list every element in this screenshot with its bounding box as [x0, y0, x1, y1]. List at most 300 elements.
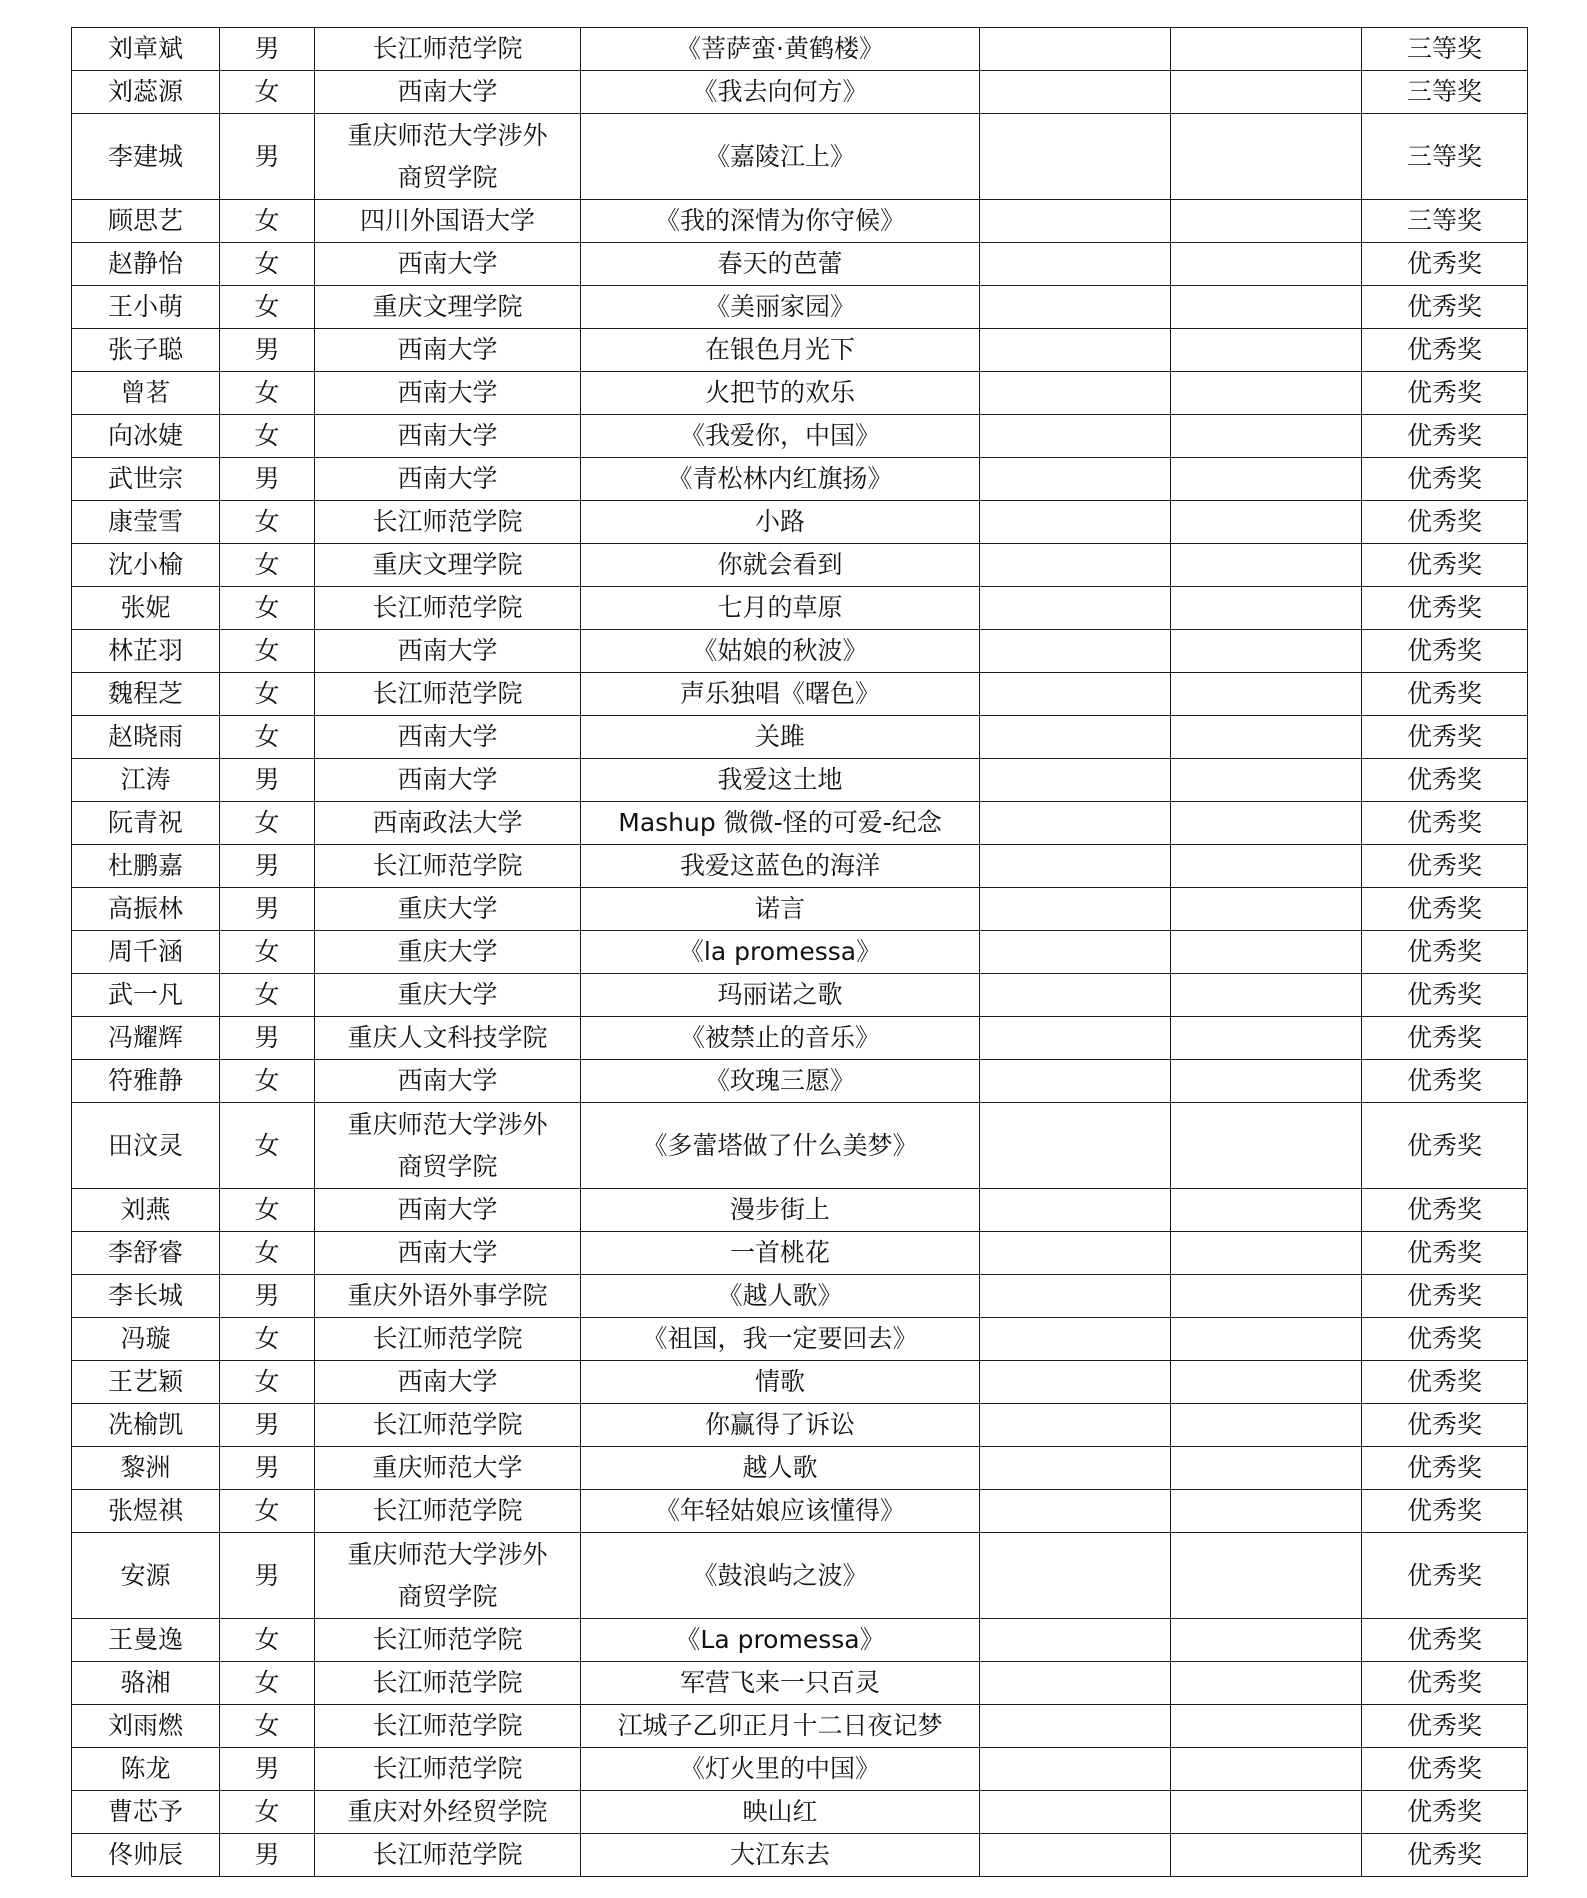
blank-cell-6: [1171, 1791, 1362, 1834]
table-row: [72, 372, 1528, 415]
gender-cell: 男: [220, 114, 315, 200]
blank-cell-5: [980, 1103, 1171, 1189]
blank-cell-5: [980, 1748, 1171, 1791]
table-row: [72, 1834, 1528, 1877]
award-cell: 优秀奖: [1362, 1404, 1528, 1447]
piece-cell: 大江东去: [581, 1834, 980, 1877]
school-cell: 长江师范学院: [315, 1490, 581, 1533]
piece-cell: 春天的芭蕾: [581, 243, 980, 286]
blank-cell-6: [1171, 71, 1362, 114]
blank-cell-5: [980, 1705, 1171, 1748]
blank-cell-5: [980, 1318, 1171, 1361]
blank-cell-6: [1171, 286, 1362, 329]
piece-cell: 《多蕾塔做了什么美梦》: [581, 1103, 980, 1189]
table-row: [72, 845, 1528, 888]
award-cell: 优秀奖: [1362, 1017, 1528, 1060]
school-cell: 长江师范学院: [315, 1748, 581, 1791]
table-row: [72, 1060, 1528, 1103]
piece-cell: 江城子乙卯正月十二日夜记梦: [581, 1705, 980, 1748]
gender-cell: 女: [220, 1490, 315, 1533]
gender-cell: 男: [220, 1404, 315, 1447]
piece-cell: 火把节的欢乐: [581, 372, 980, 415]
piece-cell: 军营飞来一只百灵: [581, 1662, 980, 1705]
school-cell: 西南政法大学: [315, 802, 581, 845]
award-cell: 优秀奖: [1362, 888, 1528, 931]
name-cell: 刘蕊源: [72, 71, 220, 114]
award-cell: 优秀奖: [1362, 845, 1528, 888]
name-cell: 林芷羽: [72, 630, 220, 673]
award-cell: 优秀奖: [1362, 1447, 1528, 1490]
piece-cell: 《年轻姑娘应该懂得》: [581, 1490, 980, 1533]
blank-cell-5: [980, 1361, 1171, 1404]
piece-cell: 《美丽家园》: [581, 286, 980, 329]
name-cell: 张妮: [72, 587, 220, 630]
piece-cell: 《祖国，我一定要回去》: [581, 1318, 980, 1361]
blank-cell-5: [980, 759, 1171, 802]
piece-cell: 诺言: [581, 888, 980, 931]
gender-cell: 女: [220, 372, 315, 415]
piece-cell: 你就会看到: [581, 544, 980, 587]
gender-cell: 女: [220, 501, 315, 544]
blank-cell-5: [980, 501, 1171, 544]
award-cell: 优秀奖: [1362, 802, 1528, 845]
name-cell: 张煜祺: [72, 1490, 220, 1533]
piece-cell: 《灯火里的中国》: [581, 1748, 980, 1791]
name-cell: 安源: [72, 1533, 220, 1619]
gender-cell: 男: [220, 888, 315, 931]
award-cell: 优秀奖: [1362, 1103, 1528, 1189]
gender-cell: 女: [220, 1361, 315, 1404]
piece-cell: 我爱这蓝色的海洋: [581, 845, 980, 888]
blank-cell-6: [1171, 1447, 1362, 1490]
gender-cell: 女: [220, 1232, 315, 1275]
blank-cell-6: [1171, 931, 1362, 974]
blank-cell-5: [980, 28, 1171, 71]
gender-cell: 女: [220, 544, 315, 587]
school-cell: 长江师范学院: [315, 28, 581, 71]
table-row: [72, 1404, 1528, 1447]
name-cell: 冯耀辉: [72, 1017, 220, 1060]
award-cell: 优秀奖: [1362, 1275, 1528, 1318]
blank-cell-6: [1171, 630, 1362, 673]
gender-cell: 女: [220, 802, 315, 845]
school-cell: 重庆师范大学涉外商贸学院: [315, 114, 581, 200]
school-cell: 西南大学: [315, 415, 581, 458]
table-row: [72, 1275, 1528, 1318]
school-cell: 长江师范学院: [315, 1834, 581, 1877]
table-row: [72, 544, 1528, 587]
table-row: [72, 1361, 1528, 1404]
award-cell: 优秀奖: [1362, 974, 1528, 1017]
school-cell: 重庆文理学院: [315, 544, 581, 587]
school-cell: 重庆外语外事学院: [315, 1275, 581, 1318]
piece-cell: 越人歌: [581, 1447, 980, 1490]
school-cell: 西南大学: [315, 372, 581, 415]
gender-cell: 男: [220, 845, 315, 888]
blank-cell-5: [980, 716, 1171, 759]
piece-cell: 《菩萨蛮·黄鹤楼》: [581, 28, 980, 71]
gender-cell: 男: [220, 458, 315, 501]
gender-cell: 女: [220, 1103, 315, 1189]
piece-cell: 《鼓浪屿之波》: [581, 1533, 980, 1619]
table-row: [72, 114, 1528, 200]
name-cell: 顾思艺: [72, 200, 220, 243]
blank-cell-6: [1171, 415, 1362, 458]
gender-cell: 女: [220, 1318, 315, 1361]
award-cell: 优秀奖: [1362, 931, 1528, 974]
table-row: [72, 1103, 1528, 1189]
school-cell: 重庆师范大学涉外商贸学院: [315, 1103, 581, 1189]
blank-cell-6: [1171, 1662, 1362, 1705]
name-cell: 曾茗: [72, 372, 220, 415]
piece-cell: 你赢得了诉讼: [581, 1404, 980, 1447]
piece-cell: 《我的深情为你守候》: [581, 200, 980, 243]
gender-cell: 女: [220, 716, 315, 759]
school-cell: 西南大学: [315, 329, 581, 372]
award-cell: 优秀奖: [1362, 1791, 1528, 1834]
blank-cell-5: [980, 673, 1171, 716]
school-cell: 长江师范学院: [315, 1705, 581, 1748]
blank-cell-6: [1171, 802, 1362, 845]
blank-cell-6: [1171, 1275, 1362, 1318]
piece-cell: 《我去向何方》: [581, 71, 980, 114]
gender-cell: 女: [220, 974, 315, 1017]
table-row: [72, 1791, 1528, 1834]
name-cell: 赵晓雨: [72, 716, 220, 759]
award-cell: 优秀奖: [1362, 1189, 1528, 1232]
school-cell: 重庆师范大学涉外商贸学院: [315, 1533, 581, 1619]
piece-cell: 小路: [581, 501, 980, 544]
award-cell: 优秀奖: [1362, 1232, 1528, 1275]
blank-cell-6: [1171, 759, 1362, 802]
gender-cell: 男: [220, 1447, 315, 1490]
gender-cell: 男: [220, 28, 315, 71]
school-cell: 长江师范学院: [315, 1404, 581, 1447]
award-cell: 优秀奖: [1362, 1533, 1528, 1619]
gender-cell: 女: [220, 243, 315, 286]
name-cell: 武一凡: [72, 974, 220, 1017]
blank-cell-6: [1171, 1318, 1362, 1361]
school-cell: 四川外国语大学: [315, 200, 581, 243]
table-row: [72, 716, 1528, 759]
school-cell: 长江师范学院: [315, 501, 581, 544]
piece-cell: 玛丽诺之歌: [581, 974, 980, 1017]
name-cell: 李舒睿: [72, 1232, 220, 1275]
blank-cell-5: [980, 1662, 1171, 1705]
name-cell: 康莹雪: [72, 501, 220, 544]
gender-cell: 男: [220, 759, 315, 802]
name-cell: 骆湘: [72, 1662, 220, 1705]
blank-cell-6: [1171, 329, 1362, 372]
blank-cell-6: [1171, 1705, 1362, 1748]
blank-cell-6: [1171, 1017, 1362, 1060]
table-row: [72, 1318, 1528, 1361]
gender-cell: 男: [220, 329, 315, 372]
award-cell: 三等奖: [1362, 71, 1528, 114]
table-row: [72, 200, 1528, 243]
piece-cell: 《被禁止的音乐》: [581, 1017, 980, 1060]
piece-cell: 《青松林内红旗扬》: [581, 458, 980, 501]
table-row: [72, 673, 1528, 716]
blank-cell-5: [980, 974, 1171, 1017]
blank-cell-6: [1171, 974, 1362, 1017]
name-cell: 阮青祝: [72, 802, 220, 845]
award-cell: 三等奖: [1362, 28, 1528, 71]
gender-cell: 女: [220, 71, 315, 114]
award-cell: 三等奖: [1362, 114, 1528, 200]
name-cell: 王艺颖: [72, 1361, 220, 1404]
name-cell: 冯璇: [72, 1318, 220, 1361]
table-row: [72, 1705, 1528, 1748]
blank-cell-6: [1171, 114, 1362, 200]
award-cell: 优秀奖: [1362, 501, 1528, 544]
name-cell: 李建城: [72, 114, 220, 200]
blank-cell-6: [1171, 587, 1362, 630]
piece-cell: 《姑娘的秋波》: [581, 630, 980, 673]
award-cell: 优秀奖: [1362, 1490, 1528, 1533]
blank-cell-5: [980, 1533, 1171, 1619]
blank-cell-6: [1171, 1748, 1362, 1791]
name-cell: 曹芯予: [72, 1791, 220, 1834]
table-row: [72, 974, 1528, 1017]
school-cell: 重庆对外经贸学院: [315, 1791, 581, 1834]
name-cell: 刘雨燃: [72, 1705, 220, 1748]
award-cell: 优秀奖: [1362, 1361, 1528, 1404]
school-cell: 长江师范学院: [315, 1619, 581, 1662]
gender-cell: 女: [220, 587, 315, 630]
award-cell: 优秀奖: [1362, 1619, 1528, 1662]
piece-cell: 我爱这土地: [581, 759, 980, 802]
blank-cell-6: [1171, 1490, 1362, 1533]
name-cell: 王小萌: [72, 286, 220, 329]
award-cell: 优秀奖: [1362, 286, 1528, 329]
blank-cell-6: [1171, 1533, 1362, 1619]
name-cell: 杜鹏嘉: [72, 845, 220, 888]
school-cell: 长江师范学院: [315, 1662, 581, 1705]
blank-cell-5: [980, 587, 1171, 630]
table-row: [72, 931, 1528, 974]
blank-cell-6: [1171, 200, 1362, 243]
piece-cell: 漫步街上: [581, 1189, 980, 1232]
blank-cell-5: [980, 630, 1171, 673]
blank-cell-5: [980, 931, 1171, 974]
awards-table: [71, 27, 1528, 1877]
blank-cell-6: [1171, 673, 1362, 716]
blank-cell-6: [1171, 372, 1362, 415]
table-row: [72, 1232, 1528, 1275]
gender-cell: 女: [220, 200, 315, 243]
gender-cell: 女: [220, 1662, 315, 1705]
gender-cell: 男: [220, 1748, 315, 1791]
gender-cell: 男: [220, 1834, 315, 1877]
school-cell: 西南大学: [315, 71, 581, 114]
gender-cell: 男: [220, 1275, 315, 1318]
award-cell: 优秀奖: [1362, 243, 1528, 286]
table-row: [72, 243, 1528, 286]
blank-cell-5: [980, 114, 1171, 200]
blank-cell-5: [980, 1060, 1171, 1103]
name-cell: 向冰婕: [72, 415, 220, 458]
table-row: [72, 71, 1528, 114]
blank-cell-5: [980, 802, 1171, 845]
blank-cell-6: [1171, 1189, 1362, 1232]
table-row: [72, 802, 1528, 845]
school-cell: 长江师范学院: [315, 587, 581, 630]
gender-cell: 女: [220, 630, 315, 673]
gender-cell: 女: [220, 1619, 315, 1662]
blank-cell-5: [980, 1189, 1171, 1232]
table-row: [72, 1017, 1528, 1060]
awards-table-body: [72, 28, 1528, 1877]
school-cell: 西南大学: [315, 1361, 581, 1404]
table-row: [72, 1447, 1528, 1490]
name-cell: 王曼逸: [72, 1619, 220, 1662]
school-cell: 西南大学: [315, 630, 581, 673]
award-cell: 优秀奖: [1362, 1834, 1528, 1877]
blank-cell-6: [1171, 458, 1362, 501]
blank-cell-5: [980, 1017, 1171, 1060]
name-cell: 刘章斌: [72, 28, 220, 71]
gender-cell: 女: [220, 673, 315, 716]
name-cell: 田汶灵: [72, 1103, 220, 1189]
award-cell: 优秀奖: [1362, 1060, 1528, 1103]
name-cell: 张子聪: [72, 329, 220, 372]
award-cell: 优秀奖: [1362, 673, 1528, 716]
blank-cell-5: [980, 1404, 1171, 1447]
blank-cell-5: [980, 1232, 1171, 1275]
name-cell: 黎洲: [72, 1447, 220, 1490]
award-cell: 优秀奖: [1362, 458, 1528, 501]
blank-cell-5: [980, 1791, 1171, 1834]
blank-cell-5: [980, 845, 1171, 888]
school-cell: 西南大学: [315, 1189, 581, 1232]
blank-cell-5: [980, 1447, 1171, 1490]
school-cell: 重庆大学: [315, 974, 581, 1017]
school-cell: 重庆大学: [315, 931, 581, 974]
school-cell: 西南大学: [315, 759, 581, 802]
school-cell: 长江师范学院: [315, 673, 581, 716]
award-cell: 优秀奖: [1362, 1748, 1528, 1791]
table-row: [72, 286, 1528, 329]
award-cell: 优秀奖: [1362, 372, 1528, 415]
table-row: [72, 630, 1528, 673]
piece-cell: Mashup 微微-怪的可爱-纪念: [581, 802, 980, 845]
table-row: [72, 329, 1528, 372]
blank-cell-5: [980, 286, 1171, 329]
piece-cell: 关雎: [581, 716, 980, 759]
table-row: [72, 458, 1528, 501]
table-row: [72, 1748, 1528, 1791]
blank-cell-5: [980, 1834, 1171, 1877]
award-cell: 优秀奖: [1362, 630, 1528, 673]
blank-cell-6: [1171, 501, 1362, 544]
table-row: [72, 587, 1528, 630]
gender-cell: 女: [220, 286, 315, 329]
blank-cell-5: [980, 243, 1171, 286]
blank-cell-5: [980, 544, 1171, 587]
name-cell: 冼榆凯: [72, 1404, 220, 1447]
table-row: [72, 28, 1528, 71]
table-row: [72, 1189, 1528, 1232]
school-cell: 西南大学: [315, 458, 581, 501]
piece-cell: 一首桃花: [581, 1232, 980, 1275]
blank-cell-5: [980, 888, 1171, 931]
gender-cell: 女: [220, 1705, 315, 1748]
piece-cell: 《越人歌》: [581, 1275, 980, 1318]
piece-cell: 《la promessa》: [581, 931, 980, 974]
award-cell: 优秀奖: [1362, 1318, 1528, 1361]
award-cell: 优秀奖: [1362, 1662, 1528, 1705]
blank-cell-6: [1171, 1834, 1362, 1877]
gender-cell: 女: [220, 415, 315, 458]
name-cell: 李长城: [72, 1275, 220, 1318]
school-cell: 长江师范学院: [315, 845, 581, 888]
blank-cell-6: [1171, 1103, 1362, 1189]
table-row: [72, 415, 1528, 458]
name-cell: 高振林: [72, 888, 220, 931]
table-row: [72, 759, 1528, 802]
table-row: [72, 888, 1528, 931]
name-cell: 刘燕: [72, 1189, 220, 1232]
blank-cell-6: [1171, 1060, 1362, 1103]
name-cell: 符雅静: [72, 1060, 220, 1103]
piece-cell: 《玫瑰三愿》: [581, 1060, 980, 1103]
table-row: [72, 1533, 1528, 1619]
school-cell: 重庆大学: [315, 888, 581, 931]
piece-cell: 声乐独唱《曙色》: [581, 673, 980, 716]
award-cell: 优秀奖: [1362, 759, 1528, 802]
piece-cell: 《我爱你，中国》: [581, 415, 980, 458]
piece-cell: 映山红: [581, 1791, 980, 1834]
gender-cell: 男: [220, 1017, 315, 1060]
award-cell: 三等奖: [1362, 200, 1528, 243]
gender-cell: 女: [220, 1060, 315, 1103]
gender-cell: 男: [220, 1533, 315, 1619]
blank-cell-5: [980, 372, 1171, 415]
blank-cell-6: [1171, 845, 1362, 888]
blank-cell-6: [1171, 1619, 1362, 1662]
school-cell: 重庆人文科技学院: [315, 1017, 581, 1060]
blank-cell-6: [1171, 28, 1362, 71]
table-row: [72, 1662, 1528, 1705]
blank-cell-5: [980, 1275, 1171, 1318]
piece-cell: 在银色月光下: [581, 329, 980, 372]
name-cell: 周千涵: [72, 931, 220, 974]
piece-cell: 《La promessa》: [581, 1619, 980, 1662]
name-cell: 江涛: [72, 759, 220, 802]
gender-cell: 女: [220, 1189, 315, 1232]
school-cell: 重庆师范大学: [315, 1447, 581, 1490]
award-cell: 优秀奖: [1362, 544, 1528, 587]
blank-cell-6: [1171, 1404, 1362, 1447]
award-cell: 优秀奖: [1362, 716, 1528, 759]
school-cell: 长江师范学院: [315, 1318, 581, 1361]
gender-cell: 女: [220, 1791, 315, 1834]
award-cell: 优秀奖: [1362, 587, 1528, 630]
school-cell: 西南大学: [315, 243, 581, 286]
blank-cell-6: [1171, 716, 1362, 759]
blank-cell-6: [1171, 1232, 1362, 1275]
award-cell: 优秀奖: [1362, 329, 1528, 372]
blank-cell-6: [1171, 1361, 1362, 1404]
table-row: [72, 1619, 1528, 1662]
name-cell: 赵静怡: [72, 243, 220, 286]
blank-cell-6: [1171, 544, 1362, 587]
blank-cell-5: [980, 458, 1171, 501]
blank-cell-5: [980, 1490, 1171, 1533]
school-cell: 西南大学: [315, 716, 581, 759]
award-cell: 优秀奖: [1362, 415, 1528, 458]
